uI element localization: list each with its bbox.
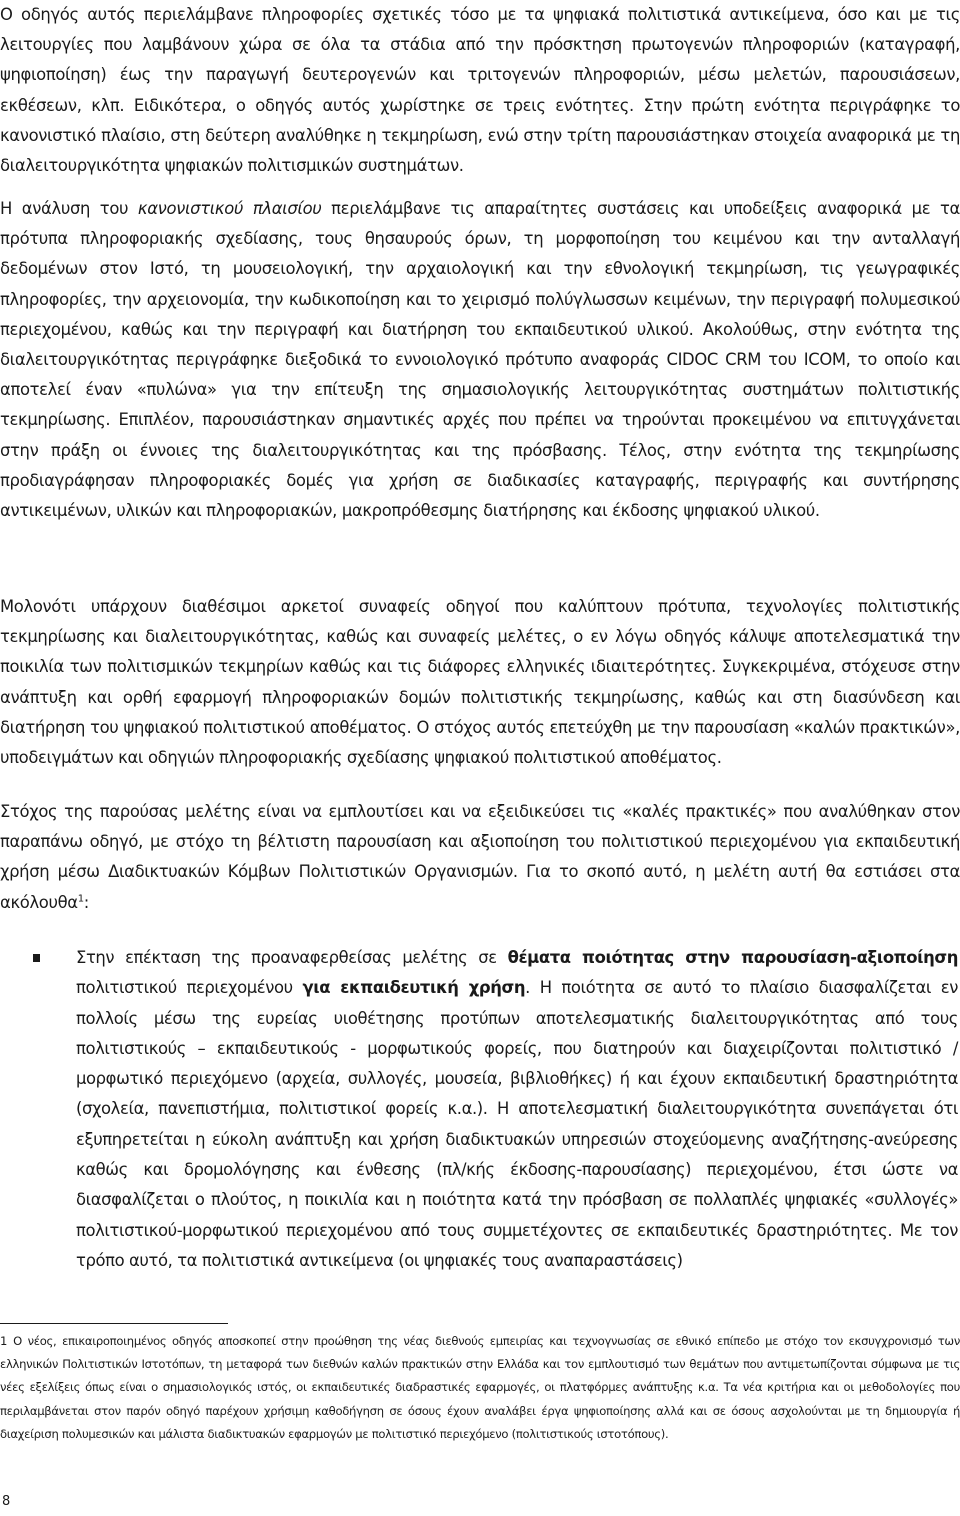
intro-paragraph	[0, 0, 960, 181]
paragraph-rest: περιελάμβανε τις απαραίτητες συστάσεις και υποδείξεις αναφορικά με τα πρότυπα πληροφοριακής σχεδίασης, τους θησαυρούς όρων, τη μορφοποίηση του κειμένου και την ανταλλαγή δεδομένων στον Ιστό, τη μουσειολογική, την αρχαιολογική και την εθνολογική τεκμηρίωση, τις γεωγραφικές πληροφορίες, την αρχειονομία, την κωδικοποίηση και το χειρισμό πολύγλωσσων κειμένων, την περιγραφή πολυμεσικού περιεχομένου, καθώς και την περιγραφή και διατήρηση του εκπαιδευτικού υλικού. Ακολούθως, στην ενότητα της διαλειτουργικότητας περιγράφηκε διεξοδικά το εννοιολογικό πρότυπο αναφοράς CIDOC CRM του ICOM, το οποίο και αποτελεί έναν «πυλώνα» για την επίτευξη της σημασιολογικής λειτουργικότητας συστημάτων πολιτιστικής τεκμηρίωσης. Επιπλέον, παρουσιάστηκαν σημαντικές αρχές που πρέπει να τηρούνται προκειμένου να επιτυγχάνεται στην πράξη οι έννοιες της διαλειτουργικότητας και της πρόσβασης. Τέλος, στην ενότητα της τεκμηρίωσης προδιαγράφησαν πληροφοριακές δομές για χρήση σε διαδικασίες καταγραφής, περιγραφής και συντήρησης αντικειμένων, υλικών και πληροφοριακών, μακροπρόθεσμης διατήρησης και έκδοσης ψηφιακού υλικού.	[0, 199, 960, 521]
quality-topic-bold: θέματα ποιότητας στην παρουσίαση-αξιοποίηση	[507, 948, 958, 967]
footnote-number: 1	[0, 1334, 8, 1348]
intro-paragraph-text: Ο οδηγός αυτός περιελάμβανε πληροφορίες σχετικές τόσο με τα ψηφιακά πολιτιστικά αντικείμενα, όσο και με τις λειτουργίες που λαμβάνουν χώρα σε όλα τα στάδια από την πρόσκτηση πρωτογενών πληροφοριών (καταγραφή, ψηφιοποίηση) έως την παραγωγή δευτερογενών και τριτογενών πληροφοριών, μέσω μελετών, παρουσιάσεων, εκθέσεων, κλπ. Ειδικότερα, ο οδηγός αυτός χωρίστηκε σε τρεις ενότητες. Στην πρώτη ενότητα περιγράφηκε το κανονιστικό πλαίσιο, στη δεύτερη αναλύθηκε η τεκμηρίωση, ενώ στην τρίτη παρουσιάστηκαν στοιχεία αναφορικά με τη διαλειτουργικότητα ψηφιακών πολιτισμικών συστημάτων.	[0, 5, 960, 176]
existing-guides-paragraph	[0, 592, 960, 773]
study-goal-paragraph	[0, 797, 960, 918]
footnote	[0, 1330, 960, 1446]
educational-use-bold: για εκπαιδευτική χρήση	[302, 978, 526, 998]
regulatory-framework-paragraph	[0, 194, 960, 526]
list-item-mid: πολιτιστικού περιεχομένου	[76, 978, 303, 998]
regulatory-framework-emphasis: κανονιστικού πλαισίου	[137, 199, 322, 218]
paragraph-lead: Η ανάλυση του	[0, 199, 138, 218]
square-bullet-icon	[33, 954, 40, 962]
list-item-rest: . Η ποιότητα σε αυτό το πλαίσιο διασφαλίζεται εν πολλοίς μέσω της ευρείας υιοθέτησης προτύπων αποτελεσματικής διαλειτουργικότητας από τους πολιτιστικούς – εκπαιδευτικούς - μορφωτικούς φορείς, που διατηρούν και διαχειρίζονται πολιτιστικό / μορφωτικό περιεχόμενο (αρχεία, συλλογές, μουσεία, βιβλιοθήκες) ή και έχουν εκπαιδευτική δραστηριότητα (σχολεία, πανεπιστήμια, πολιτιστικοί φορείς κ.α.). Η αποτελεσματική διαλειτουργικότητα συνεπάγεται ότι εξυπηρετείται η εύκολη ανάπτυξη και χρήση διαδικτυακών υπηρεσιών στοχεύομενης αναζήτησης-ανεύρεσης καθώς και δρομολόγησης και ένθεσης (πλ/κής έκδοσης-παρουσίασης) περιεχομένου, έτσι ώστε να διασφαλίζεται ο πλούτος, η ποικιλία και η ποιότητα κατά την πρόσβαση σε πολλαπλές ψηφιακές «συλλογές» πολιτιστικού-μορφωτικού περιεχομένου από τους συμμετέχοντες σε εκπαιδευτικές δραστηριότητες. Με τον τρόπο αυτό, τα πολιτιστικά αντικείμενα (οι ψηφιακές τους αναπαραστάσεις)	[76, 978, 959, 1270]
footnote-divider	[0, 1323, 228, 1324]
existing-guides-text: Μολονότι υπάρχουν διαθέσιμοι αρκετοί συναφείς οδηγοί που καλύπτουν πρότυπα, τεχνολογίες πολιτιστικής τεκμηρίωσης και διαλειτουργικότητας, καθώς και συναφείς μελέτες, ο εν λόγω οδηγός κάλυψε αποτελεσματικά την ποικιλία των πολιτισμικών τεκμηρίων καθώς και τις διάφορες ελληνικές ιδιαιτερότητες. Συγκεκριμένα, στόχευσε στην ανάπτυξη και ορθή εφαρμογή πληροφοριακών δομών πολιτιστικής τεκμηρίωσης, καθώς και στη διασύνδεση και διατήρηση του ψηφιακού πολιτιστικού αποθέματος. Ο στόχος αυτός επετεύχθη με την παρουσίαση «καλών πρακτικών», υποδειγμάτων και οδηγιών πληροφοριακής σχεδίασης ψηφιακού πολιτιστικού αποθέματος.	[0, 597, 960, 768]
study-goal-text: Στόχος της παρούσας μελέτης είναι να εμπλουτίσει και να εξειδικεύσει τις «καλές πρακτικές» που αναλύθηκαν στον παραπάνω οδηγό, με στόχο τη βέλτιστη παρουσίαση και αξιοποίηση του πολιτιστικού περιεχομένου για εκπαιδευτική χρήση μέσω Διαδικτυακών Κόμβων Πολιτιστικών Οργανισμών. Για το σκοπό αυτό, η μελέτη αυτή θα εστιάσει στα ακόλουθα	[0, 802, 960, 912]
footnote-text: Ο νέος, επικαιροποιημένος οδηγός αποσκοπεί στην προώθηση της νέας διεθνούς εμπειρίας και τεχνογνωσίας σε εθνικό επίπεδο με στόχο τον εκσυγχρονισμό των ελληνικών Πολιτιστικών Ιστοτόπων, τη μεταφορά των διεθνών καλών πρακτικών στην Ελλάδα και τον εμπλουτισμό των θεμάτων που αντιμετωπίζονται σύμφωνα με τις νέες εξελίξεις όπως είναι ο σημασιολογικός ιστός, οι εκπαιδευτικές διαδραστικές εφαρμογές, οι πλατφόρμες ανάπτυξης κ.α. Τα νέα κριτήρια και οι μεθοδολογίες που περιλαμβάνεται στον παρόν οδηγό παρέχουν χρήσιμη καθοδήγηση σε όσους έχουν αναλάβει έργα ψηφιοποίησης αλλά και σε όσους ασχολούνται με τη δημιουργία ή διαχείριση πολυμεσικών και μάλιστα διαδικτυακών εφαρμογών με πολιτιστικό περιεχόμενο (πολιτιστικούς ιστοτόπους).	[0, 1334, 960, 1441]
page-number: 8	[2, 1494, 11, 1509]
footnote-reference[interactable]: 1	[77, 893, 84, 905]
list-item-lead: Στην επέκταση της προαναφερθείσας μελέτης σε	[76, 948, 508, 967]
study-goal-tail: :	[83, 892, 89, 912]
list-item-text	[76, 943, 958, 1276]
